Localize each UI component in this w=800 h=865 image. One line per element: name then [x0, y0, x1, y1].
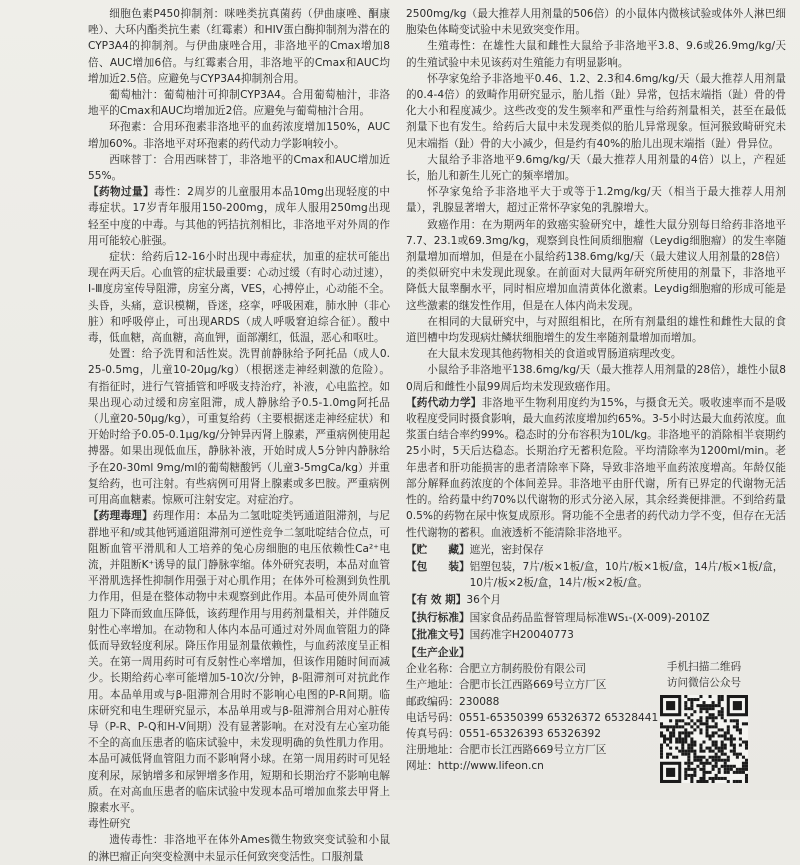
interaction-cimetidine-paragraph: 西咪替丁：合用西咪替丁，非洛地平的Cmax和AUC增加近55%。 [88, 153, 390, 183]
storage-row [406, 542, 786, 558]
manufacturer-heading: 【生产企业】 [406, 646, 470, 659]
reproductive-toxicity-paragraph: 生殖毒性：在雄性大鼠和雌性大鼠给予非洛地平3.8、9.6或26.9mg/kg/天的生殖试验中未见该药对生殖能力有明显影响。 [406, 40, 786, 69]
storage-value: 遮光，密封保存 [469, 543, 544, 556]
right-column [406, 6, 786, 775]
interaction-cyp450-paragraph: 细胞色素P450抑制剂：咪唑类抗真菌药（伊曲康唑、酮康唑）、大环内酯类抗生素（红霉素）和HIV蛋白酶抑制剂为潜在的CYP3A4的抑制剂。与伊曲康唑合用，非洛地平的Cmax增加8倍、AUC增加6倍。与红霉素合用，非洛地平的Cmax和AUC均增加近2.5倍。应避免与CYP3A4抑制剂合用。 [88, 8, 390, 85]
storage-label: 【贮 藏】 [406, 543, 470, 556]
mouse-carcinogenicity-paragraph: 小鼠给予非洛地平138.6mg/kg/天（最大推荐人用剂量的28倍），雄性小鼠80周后和雌性小鼠99周后均未发现致癌作用。 [406, 364, 786, 393]
package-value: 铝塑包装，7片/板×1板/盒，10片/板×1板/盒，14片/板×1板/盒，10片/板×2板/盒，14片/板×2板/盒。 [469, 560, 784, 590]
validity-label: 【有 效 期】 [406, 594, 467, 607]
company-name: 企业名称：合肥立方制药股份有限公司 [406, 663, 587, 676]
manufacturer-section [406, 645, 786, 775]
production-address: 生产地址：合肥市长江西路669号立方厂区 [406, 679, 607, 692]
overdose-heading: 【药物过量】 [88, 186, 155, 199]
approval-value: 国药准字H20040773 [469, 628, 574, 641]
standard-value: 国家食品药品监督管理局标准WS₁-(X-009)-2010Z [469, 611, 710, 624]
pharmacokinetics-text: 非洛地平生物利用度约为15%，与摄食无关。吸收速率而不是吸收程度受同时摄食影响，最大血药浓度增加约65%。3-5小时达最大血药浓度。血浆蛋白结合率约99%。稳态时的分布容积为10L/kg。非洛地平的消除相半衰期约25小时，5天后达稳态。长期治疗无蓄积危险。平均清除率为1200ml/min。老年患者和肝功能损害的患者清除率下降，导致非洛地平血药浓度增高。年龄仅能部分解释血药浓度的个体间差异。非洛地平由肝代谢，所有已界定的代谢物无活性的。给药量中约70%以代谢物的形式分泌入尿，其余经粪便排泄。不到给药量0.5%的药物在尿中恢复成原形。肾功能不全患者的药代动力学不变，但存在无活性代谢物的蓄积。血液透析不能清除非洛地平。 [406, 396, 787, 539]
rat-labor-paragraph: 大鼠给予非洛地平9.6mg/kg/天（最大推荐人用剂量的4倍）以上，产程延长，胎儿和新生儿死亡的频率增加。 [406, 153, 786, 183]
package-label: 【包 装】 [406, 560, 470, 573]
registered-address: 注册地址：合肥市长江西路669号立方厂区 [406, 744, 607, 757]
pharmacology-section [88, 508, 390, 816]
overdose-section [88, 184, 390, 249]
validity-value: 36个月 [466, 594, 502, 607]
micronucleus-paragraph: 2500mg/kg（最大推荐人用剂量的506倍）的小鼠体内微核试验或体外人淋巴细胞染色体畸变试验中未见致突变作用。 [406, 8, 786, 37]
interaction-grapefruit-paragraph: 葡萄柚汁：葡萄柚汁可抑制CYP3A4。合用葡萄柚汁，非洛地平的Cmax和AUC均增加近2倍。应避免与葡萄柚汁合用。 [88, 89, 390, 118]
qr-code-block [622, 659, 786, 783]
package-row [406, 559, 786, 591]
carcinogenicity-paragraph: 致癌作用：在为期两年的致癌实验研究中，雄性大鼠分别每日给药非洛地平7.7、23.1或69.3mg/kg，观察到良性间质细胞瘤（Leydig细胞瘤）的发生率随剂量增加而增加，但是在小鼠给药138.6mg/kg/天（最大建议人用剂量的28倍）的类似研究中未发现此现象。在前面对大鼠两年研究所使用的剂量下，非洛地平降低大鼠睾酮水平，同时相应增加血清黄体化激素。Leydig细胞瘤的形成可能是这些激素的继发性作用，但是在人体内尚未发现。 [406, 218, 786, 312]
standard-label: 【执行标准】 [406, 611, 470, 624]
overdose-symptoms-paragraph: 症状：给药后12-16小时出现中毒症状，加重的症状可能出现在两天后。心血管的症状最重要：心动过缓（有时心动过速），Ⅰ-Ⅲ度房室传导阻滞，房室分离，VES，心搏停止，心动能不全。头昏，头痛，意识模糊，昏迷，痉挛，呼吸困难，肺水肿（非心脏）和呼吸停止，可出现ARDS（成人呼吸窘迫综合征）。酸中毒，低血糖，高血糖，高血钾，面部潮红，低温，恶心和呕吐。 [88, 251, 390, 345]
overdose-toxicity-text: 毒性：2周岁的儿童服用本品10mg出现轻度的中毒症状。17岁青年服用150-200mg，成年人服用250mg出现轻至中度的中毒。与其他的钙拮抗剂相比，非洛地平对外周的作用可能较心脏强。 [88, 186, 391, 247]
interaction-cyclosporine-paragraph: 环孢素：合用环孢素非洛地平的血药浓度增加150%，AUC增加60%。非洛地平对环孢素的药代动力学影响较小。 [88, 121, 390, 150]
rabbit-teratogenicity-paragraph: 怀孕家兔给予非洛地平0.46、1.2、2.3和4.6mg/kg/天（最大推荐人用剂量的0.4-4倍）的致畸作用研究显示，胎儿指（趾）异常，包括末端指（趾）骨的骨化大小和程度减少。这些改变的发生频率和严重性与给药剂量相关，甚至在最低剂量下也有发生。给药后大鼠中未发现类似的胎儿异常现象。恒河猴致畸研究未见末端指（趾）骨的大小减少，但是约有40%的胎儿出现末端指（趾）骨异位。 [406, 72, 786, 150]
postal-code: 邮政编码：230088 [406, 695, 500, 708]
pharmacology-text: 药理作用：本品为二氢吡啶类钙通道阻滞剂，与尼群地平和/或其他钙通道阻滞剂可逆性竞争二氢吡啶结合位点，可阻断血管平滑肌和人工培养的兔心房细胞的电压依赖性Ca²⁺电流，并阻断K⁺诱导的鼠门静脉挛缩。体外研究表明，本品对血管平滑肌选择性抑制作用强于对心肌作用；在体外可检测到负性肌力作用，但是在整体动物中未观察到此作用。本品可使外周血管阻力下降而致血压降低，该药理作用与用药剂量相关，并伴随反射性心率增加。在动物和人体内本品可通过对外周血管阻力的降低而导致轻度利尿。降压作用显剂量依赖性，与血药浓度呈正相关。在第一周用药时可有反射性心率增加，但该作用随时间而减少。长期给药心率可能增加5-10次/分钟，β-阻滞剂可对抗此作用。本品单用或与β-阻滞剂合用时不影响心电图的P-R间期。临床研究和电生理研究显示，本品单用或与β-阻滞剂合用对心脏传导（P-R、P-Q和H-V间期）没有显著影响。在对没有左心室功能不全的高血压患者的临床试验中，未发现明确的负性肌力作用。本品可减低肾血管阻力而不影响肾小球。在第一周用药时可见轻度利尿，尿钠增多和尿钾增多作用，短期和长期治疗不影响电解质。在对高血压患者的临床试验中发现本品可增加血浆去甲肾上腺素水平。 [88, 510, 391, 814]
fax-numbers: 传真号码：0551-65326393 65326392 [406, 727, 601, 740]
qr-caption-line-2: 访问微信公众号 [666, 677, 742, 690]
website-link[interactable]: 网址：http://www.lifeon.cn [406, 760, 544, 773]
left-column [88, 6, 390, 865]
validity-row [406, 592, 786, 608]
gi-pathology-paragraph: 在大鼠未发现其他药物相关的食道或胃肠道病理改变。 [427, 348, 682, 361]
pharmacokinetics-heading: 【药代动力学】 [406, 396, 482, 409]
esophageal-hyperplasia-paragraph: 在相同的大鼠研究中，与对照组相比，在所有剂量组的雄性和雌性大鼠的食道凹槽中均发现病灶鳞状细胞增生的发生率随剂量增加而增加。 [406, 315, 786, 345]
qr-code-icon[interactable] [660, 695, 748, 783]
pharmacology-heading: 【药理毒理】 [88, 510, 153, 523]
approval-row [406, 627, 786, 643]
approval-label: 【批准文号】 [406, 628, 470, 641]
phone-numbers: 电话号码：0551-65350399 65326372 65328441 [406, 711, 659, 724]
standard-row [406, 610, 786, 626]
overdose-treatment-paragraph: 处置：给予洗胃和活性炭。洗胃前静脉给予阿托品（成人0.25-0.5mg，儿童10-20μg/kg）（根据迷走神经刺激的危险）。有指征时，进行气管插管和呼吸支持治疗，补液，心电监控。如果出现心动过缓和房室阻滞，成人静脉给予0.5-1.0mg阿托品（儿童20-50μg/kg），可重复给药（主要根据迷走神经症状）和开始时给予0.05-0.1μg/kg/分钟异丙肾上腺素，严重病例使用起搏器。如果出现低血压，静脉补液，开始时成人5分钟内静脉给予在20-30ml 9mg/ml的葡萄糖酸钙（儿童3-5mgCa/kg）并重复给药，也可注射。有些病例可用肾上腺素或多巴胺。严重病例可用高血糖素。惊厥可注射安定。对症治疗。 [88, 348, 390, 507]
rabbit-mammary-paragraph: 怀孕家兔给予非洛地平大于或等于1.2mg/kg/天（相当于最大推荐人用剂量），乳腺显著增大，超过正常怀孕家兔的乳腺增大。 [406, 186, 786, 215]
qr-caption-line-1: 手机扫描二维码 [666, 661, 742, 674]
toxicology-subheading: 毒性研究 [88, 818, 131, 831]
manufacturer-info [406, 661, 659, 774]
genotoxicity-paragraph: 遗传毒性：非洛地平在体外Ames微生物致突变试验和小鼠的淋巴瘤正向突变检测中未显示任何致突变活性。口服剂量 [88, 834, 390, 863]
pharmacokinetics-section [406, 395, 786, 541]
